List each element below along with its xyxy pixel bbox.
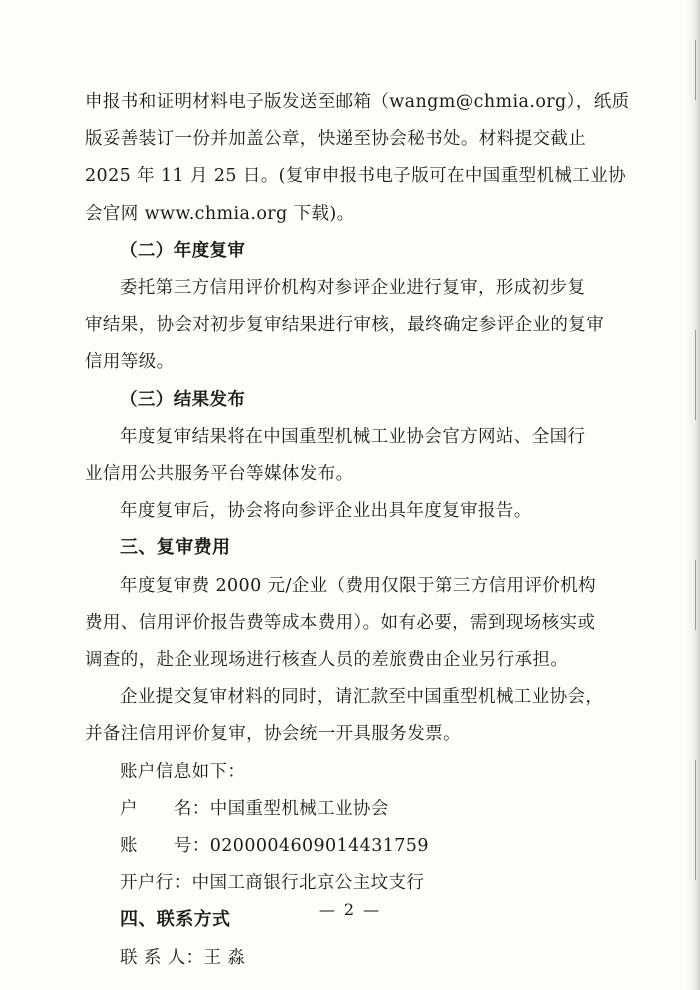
account-name-label: 名： — [173, 799, 210, 819]
paragraph-line: 委托第三方信用评价机构对参评企业进行复审，形成初步复 — [120, 278, 586, 298]
contact-person-value: 王 淼 — [203, 948, 246, 968]
account-bank-row — [120, 871, 424, 895]
paragraph-line: 2025 年 11 月 25 日。(复审申报书电子版可在中国重型机械工业协 — [85, 166, 627, 186]
contact-person-row — [120, 946, 245, 970]
paragraph-line: 年度复审后，协会将向参评企业出具年度复审报告。 — [120, 501, 532, 521]
page-number: — 2 — — [318, 900, 382, 919]
paragraph-line: 业信用公共服务平台等媒体发布。 — [85, 464, 354, 484]
paragraph-line: 申报书和证明材料电子版发送至邮箱（wangm@chmia.org），纸质 — [85, 92, 630, 112]
paragraph-line: 调查的，赴企业现场进行核查人员的差旅费由企业另行承担。 — [85, 650, 569, 670]
account-bank-value: 中国工商银行北京公主坟支行 — [191, 873, 425, 893]
paragraph-line: 会官网 www.chmia.org 下载)。 — [85, 204, 355, 224]
paragraph-line: 年度复审结果将在中国重型机械工业协会官方网站、全国行 — [120, 427, 586, 447]
account-number-label: 账 — [120, 836, 138, 856]
section-heading-result-release: （三）结果发布 — [120, 390, 246, 410]
account-name-value: 中国重型机械工业协会 — [209, 799, 389, 819]
account-number-value: 0200004609014431759 — [209, 836, 429, 856]
scan-edge-mark — [695, 760, 696, 880]
paragraph-line: 版妥善装订一份并加盖公章，快递至协会秘书处。材料提交截止 — [85, 129, 587, 149]
scan-edge-mark — [695, 560, 696, 630]
paragraph-line: 信用等级。 — [85, 352, 175, 372]
paragraph-line: 审结果，协会对初步复审结果进行审核，最终确定参评企业的复审 — [85, 315, 605, 335]
account-number-label: 号： — [173, 836, 210, 856]
paragraph-line: 企业提交复审材料的同时，请汇款至中国重型机械工业协会， — [120, 687, 604, 707]
scan-edge-mark — [695, 330, 696, 420]
heading-review-fee: 三、复审费用 — [120, 537, 231, 558]
account-number-row — [120, 834, 429, 858]
paragraph-line: 并备注信用评价复审，协会统一开具服务发票。 — [85, 724, 461, 744]
contact-person-label: 联 系 人： — [120, 948, 204, 968]
paragraph-line: 年度复审费 2000 元/企业（费用仅限于第三方信用评价机构 — [120, 576, 597, 596]
paragraph-line: 费用、信用评价报告费等成本费用）。如有必要，需到现场核实或 — [85, 613, 596, 633]
account-bank-label: 开户行： — [120, 873, 192, 893]
account-name-row — [120, 797, 389, 821]
heading-contact: 四、联系方式 — [120, 909, 231, 930]
section-heading-annual-review: （二）年度复审 — [120, 241, 246, 261]
account-intro: 账户信息如下： — [120, 762, 246, 782]
account-name-label: 户 — [120, 799, 138, 819]
scan-edge-mark — [695, 40, 696, 100]
page-edge-shadow — [686, 0, 700, 990]
